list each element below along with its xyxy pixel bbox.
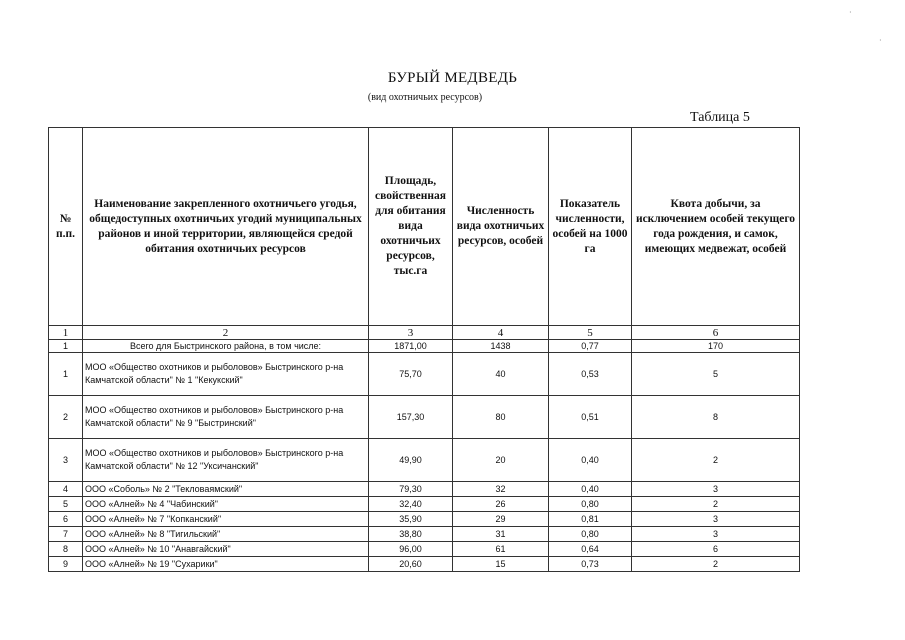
cell-area: 75,70 [369,353,453,396]
cell-density: 0,64 [549,542,632,557]
cell-number: 7 [49,527,83,542]
cell-number: 5 [49,497,83,512]
cell-number: 6 [49,512,83,527]
cell-name: ООО «Алней» № 7 "Копканский" [83,512,369,527]
cell-density: 0,77 [549,340,632,353]
cell-population: 61 [453,542,549,557]
cell-number: 9 [49,557,83,572]
cell-area: 96,00 [369,542,453,557]
header-quota: Квота добычи, за исключением особей текущего года рождения, и самок, имеющих медвежат, особей [632,128,800,326]
cell-name: МОО «Общество охотников и рыболовов» Быстринского р-на Камчатской области" № 1 "Кекукский" [83,353,369,396]
scan-speck: · [849,8,852,17]
cell-area: 35,90 [369,512,453,527]
cell-population: 40 [453,353,549,396]
cell-number: 1 [49,353,83,396]
cell-population: 1438 [453,340,549,353]
cell-quota: 3 [632,512,800,527]
cell-quota: 2 [632,557,800,572]
document-title: БУРЫЙ МЕДВЕДЬ [387,70,518,86]
table-row [49,439,800,482]
cell-density: 0,73 [549,557,632,572]
cell-density: 0,81 [549,512,632,527]
total-row [49,340,800,353]
cell-population: 80 [453,396,549,439]
table-label: Таблица 5 [690,110,750,125]
cell-density: 0,80 [549,527,632,542]
header-name: Наименование закрепленного охотничьего угодья, общедоступных охотничьих угодий муниципальных районов и иной территории, являющейся средой обитания охотничьих ресурсов [83,128,369,326]
header-number: № п.п. [49,128,83,326]
cell-population: 31 [453,527,549,542]
table-row [49,527,800,542]
cell-density: 0,53 [549,353,632,396]
table-row [49,482,800,497]
cell-density: 0,51 [549,396,632,439]
cell-name: Всего для Быстринского района, в том числе: [83,340,369,353]
cell-population: 29 [453,512,549,527]
cell-area: 79,30 [369,482,453,497]
column-number: 6 [632,326,800,340]
cell-area: 1871,00 [369,340,453,353]
cell-number: 3 [49,439,83,482]
cell-density: 0,40 [549,482,632,497]
header-population: Численность вида охотничьих ресурсов, особей [453,128,549,326]
cell-number: 2 [49,396,83,439]
cell-name: ООО «Алней» № 10 "Анавгайский" [83,542,369,557]
cell-area: 32,40 [369,497,453,512]
cell-area: 38,80 [369,527,453,542]
cell-area: 49,90 [369,439,453,482]
cell-number: 8 [49,542,83,557]
header-area: Площадь, свойственная для обитания вида охотничьих ресурсов, тыс.га [369,128,453,326]
column-number: 3 [369,326,453,340]
cell-name: МОО «Общество охотников и рыболовов» Быстринского р-на Камчатской области" № 12 "Уксичанский" [83,439,369,482]
column-number: 4 [453,326,549,340]
quota-table [48,127,800,572]
cell-name: ООО «Алней» № 19 "Сухарики" [83,557,369,572]
cell-number: 1 [49,340,83,353]
cell-quota: 6 [632,542,800,557]
cell-quota: 170 [632,340,800,353]
cell-population: 26 [453,497,549,512]
cell-population: 15 [453,557,549,572]
cell-quota: 5 [632,353,800,396]
table-row [49,396,800,439]
cell-density: 0,80 [549,497,632,512]
table-row [49,497,800,512]
cell-quota: 3 [632,527,800,542]
cell-number: 4 [49,482,83,497]
cell-name: ООО «Соболь» № 2 "Текловаямский" [83,482,369,497]
cell-population: 32 [453,482,549,497]
table-row [49,542,800,557]
cell-name: ООО «Алней» № 8 "Тигильский" [83,527,369,542]
cell-quota: 8 [632,396,800,439]
cell-quota: 3 [632,482,800,497]
header-row [49,128,800,326]
table-row [49,512,800,527]
table-row [49,557,800,572]
cell-name: ООО «Алней» № 4 "Чабинский" [83,497,369,512]
column-number: 2 [83,326,369,340]
column-number: 1 [49,326,83,340]
scan-speck: · [879,36,882,45]
cell-population: 20 [453,439,549,482]
table-row [49,353,800,396]
cell-quota: 2 [632,439,800,482]
header-density: Показатель численности, особей на 1000 га [549,128,632,326]
cell-area: 20,60 [369,557,453,572]
cell-name: МОО «Общество охотников и рыболовов» Быстринского р-на Камчатской области" № 9 "Быстринский" [83,396,369,439]
cell-quota: 2 [632,497,800,512]
cell-area: 157,30 [369,396,453,439]
column-number-row [49,326,800,340]
cell-density: 0,40 [549,439,632,482]
column-number: 5 [549,326,632,340]
document-subtitle: (вид охотничьих ресурсов) [367,92,483,103]
